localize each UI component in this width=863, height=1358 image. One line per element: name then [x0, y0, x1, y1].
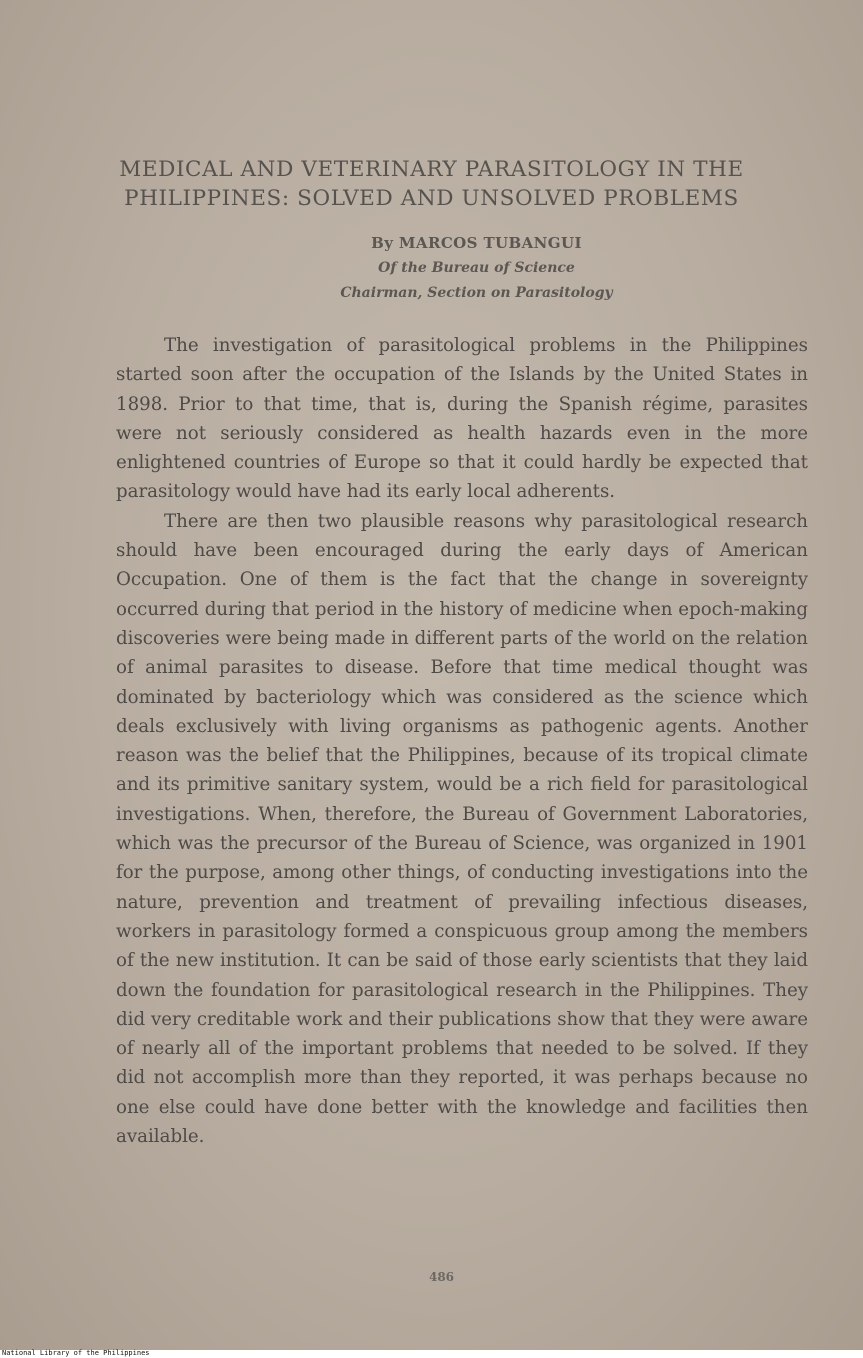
article-title-line-1: MEDICAL AND VETERINARY PARASITOLOGY IN THE: [119, 157, 744, 182]
author-affiliation: Of the Bureau of Science: [378, 260, 575, 276]
article-body: [116, 331, 808, 1151]
paragraph-2: There are then two plausible reasons why parasitological research should have been encouraged during the early days of American Occupation. One of them is the fact that the change in sovereignty occurred during that period in the history of medicine when epoch-making discoveries were being made in different parts of the world on the relation of animal parasites to disease. Before that time medical thought was dominated by bacteriology which was considered as the science which deals exclusively with living organisms as pathogenic agents. Another reason was the belief that the Philippines, because of its tropical climate and its primitive sanitary system, would be a rich field for parasitological investigations. When, therefore, the Bureau of Government Laboratories, which was the precursor of the Bureau of Science, was organized in 1901 for the purpose, among other things, of conducting investigations into the nature, prevention and treatment of prevailing infectious diseases, workers in parasitology formed a conspicuous group among the members of the new institution. It can be said of those early scientists that they laid down the foundation for parasitological research in the Philippines. They did very creditable work and their publications show that they were aware of nearly all of the important problems that needed to be solved. If they did not accomplish more than they reported, it was perhaps because no one else could have done better with the knowledge and facilities then available.: [116, 510, 808, 1148]
paragraph-1: The investigation of parasitological problems in the Philippines started soon after the occupation of the Islands by the United States in 1898. Prior to that time, that is, during the Spanish régime, parasites were not seriously considered as health hazards even in the more enlightened countries of Europe so that it could hardly be expected that parasitology would have had its early local adherents.: [116, 335, 808, 503]
author-byline: By MARCOS TUBANGUI: [371, 234, 582, 252]
author-position: Chairman, Section on Parasitology: [340, 285, 613, 301]
page-number: 486: [428, 1270, 455, 1284]
library-credit: National Library of the Philippines: [2, 1349, 150, 1357]
article-title-line-2: PHILIPPINES: SOLVED AND UNSOLVED PROBLEMS: [124, 186, 739, 211]
